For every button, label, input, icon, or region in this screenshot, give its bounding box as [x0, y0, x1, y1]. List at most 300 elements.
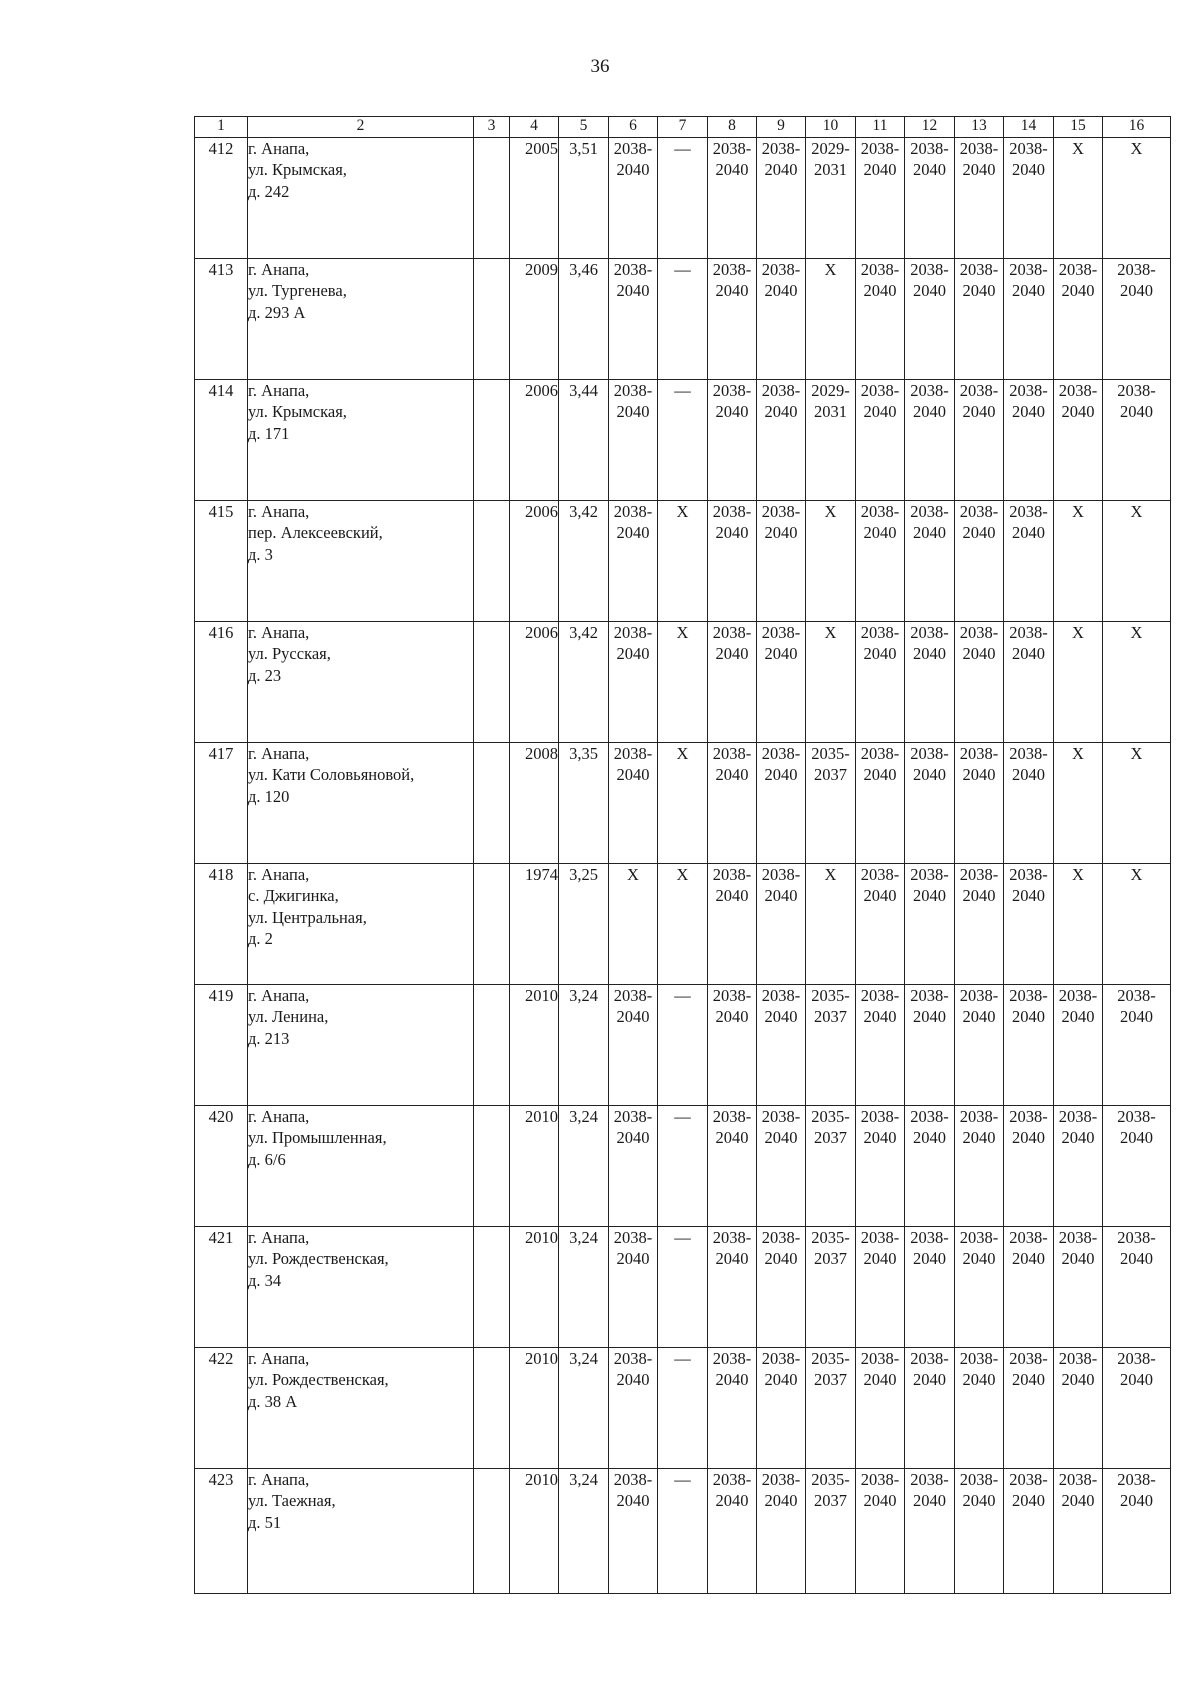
period-cell: [658, 1106, 708, 1227]
table-row: [195, 1106, 1171, 1227]
period-cell: [609, 1227, 658, 1348]
period-cell-text: 2035- 2037: [811, 1349, 850, 1390]
period-cell-text: 2038- 2040: [959, 502, 999, 543]
period-cell: [806, 985, 856, 1106]
row-number: [195, 1227, 248, 1348]
period-cell-text: 2038- 2040: [613, 623, 653, 664]
period-cell: [1004, 864, 1054, 985]
row-number: [195, 259, 248, 380]
period-cell-text: 2038- 2040: [761, 1349, 801, 1390]
period-cell: [1004, 380, 1054, 501]
empty-cell: [474, 1106, 510, 1227]
period-cell-text: —: [674, 260, 691, 279]
period-cell-text: 2038- 2040: [910, 260, 949, 301]
period-cell: [1103, 864, 1171, 985]
year-cell: [510, 1106, 559, 1227]
period-cell: [658, 985, 708, 1106]
year-cell-text: 2010: [525, 986, 558, 1005]
period-cell-text: Х: [1072, 139, 1084, 158]
period-cell-text: Х: [1130, 502, 1143, 521]
column-header: 7: [658, 117, 708, 138]
period-cell-text: 2038- 2040: [761, 381, 801, 422]
period-cell-text: 2038- 2040: [761, 1228, 801, 1269]
period-cell: [708, 380, 757, 501]
period-cell-text: 2038- 2040: [959, 139, 999, 180]
period-cell-text: 2038- 2040: [712, 986, 752, 1027]
period-cell-text: Х: [1130, 623, 1143, 642]
column-header: 8: [708, 117, 757, 138]
address-cell: [248, 1348, 474, 1469]
address-cell-text: г. Анапа, ул. Тургенева, д. 293 А: [248, 260, 347, 322]
value-cell: [559, 501, 609, 622]
period-cell-text: 2038- 2040: [712, 1349, 752, 1390]
period-cell-text: 2038- 2040: [761, 260, 801, 301]
row-number: [195, 380, 248, 501]
period-cell-text: 2038- 2040: [910, 502, 949, 543]
period-cell: [1103, 985, 1171, 1106]
period-cell: [658, 1227, 708, 1348]
period-cell-text: 2038- 2040: [761, 986, 801, 1027]
period-cell: [1004, 743, 1054, 864]
period-cell-text: 2038- 2040: [761, 139, 801, 180]
period-cell-text: 2038- 2040: [910, 865, 949, 906]
table-row: [195, 380, 1171, 501]
year-cell: [510, 501, 559, 622]
column-header: 12: [905, 117, 955, 138]
period-cell-text: 2038- 2040: [1058, 260, 1098, 301]
row-number: [195, 138, 248, 259]
row-number: [195, 1348, 248, 1469]
value-cell-text: 3,24: [569, 1349, 598, 1368]
period-cell-text: 2038- 2040: [761, 623, 801, 664]
period-cell-text: 2038- 2040: [761, 1107, 801, 1148]
period-cell-text: 2038- 2040: [1009, 381, 1048, 422]
period-cell: [757, 501, 806, 622]
period-cell-text: —: [674, 1228, 691, 1247]
address-cell: [248, 1106, 474, 1227]
period-cell-text: Х: [676, 623, 689, 642]
year-cell: [510, 743, 559, 864]
period-cell: [1004, 138, 1054, 259]
period-cell: [1103, 1348, 1171, 1469]
year-cell-text: 2010: [525, 1349, 558, 1368]
value-cell: [559, 259, 609, 380]
period-cell: [806, 380, 856, 501]
period-cell-text: Х: [1072, 623, 1084, 642]
period-cell-text: 2038- 2040: [712, 381, 752, 422]
period-cell: [955, 1348, 1004, 1469]
period-cell: [955, 1106, 1004, 1227]
period-cell: [955, 1469, 1004, 1594]
period-cell: [955, 259, 1004, 380]
period-cell: [1004, 1469, 1054, 1594]
year-cell: [510, 380, 559, 501]
period-cell-text: 2038- 2040: [860, 502, 900, 543]
period-cell: [1004, 1106, 1054, 1227]
period-cell-text: 2038- 2040: [1117, 1470, 1156, 1511]
period-cell: [609, 1348, 658, 1469]
period-cell-text: 2035- 2037: [811, 744, 850, 785]
period-cell-text: 2038- 2040: [1117, 260, 1156, 301]
period-cell: [856, 138, 905, 259]
period-cell: [1103, 259, 1171, 380]
period-cell-text: 2038- 2040: [1058, 381, 1098, 422]
period-cell: [708, 864, 757, 985]
period-cell: [806, 138, 856, 259]
empty-cell: [474, 501, 510, 622]
period-cell-text: 2038- 2040: [1009, 1349, 1048, 1390]
period-cell-text: 2038- 2040: [1009, 623, 1048, 664]
table-row: [195, 1469, 1171, 1594]
period-cell-text: 2038- 2040: [910, 1470, 949, 1511]
period-cell-text: —: [674, 1470, 691, 1489]
period-cell-text: 2038- 2040: [712, 865, 752, 906]
period-cell: [856, 1106, 905, 1227]
period-cell-text: 2038- 2040: [712, 623, 752, 664]
table-row: [195, 501, 1171, 622]
value-cell: [559, 622, 609, 743]
period-cell: [1103, 1106, 1171, 1227]
period-cell-text: 2038- 2040: [1058, 986, 1098, 1027]
period-cell: [757, 1106, 806, 1227]
period-cell: [1004, 622, 1054, 743]
period-cell-text: 2038- 2040: [1009, 865, 1048, 906]
period-cell-text: 2038- 2040: [761, 744, 801, 785]
period-cell: [1004, 259, 1054, 380]
period-cell: [757, 864, 806, 985]
period-cell-text: 2038- 2040: [1058, 1349, 1098, 1390]
period-cell: [856, 259, 905, 380]
period-cell: [1103, 380, 1171, 501]
period-cell: [905, 1106, 955, 1227]
year-cell-text: 2006: [525, 381, 558, 400]
year-cell: [510, 985, 559, 1106]
period-cell: [955, 743, 1004, 864]
address-cell-text: г. Анапа, пер. Алексеевский, д. 3: [248, 502, 383, 564]
period-cell-text: 2038- 2040: [1058, 1107, 1098, 1148]
address-cell-text: г. Анапа, ул. Рождественская, д. 38 А: [248, 1349, 389, 1411]
period-cell: [658, 622, 708, 743]
header-row: [195, 117, 1171, 138]
column-header: 16: [1103, 117, 1171, 138]
period-cell: [1004, 1348, 1054, 1469]
period-cell: [905, 380, 955, 501]
period-cell-text: 2038- 2040: [613, 260, 653, 301]
period-cell: [905, 864, 955, 985]
address-cell: [248, 985, 474, 1106]
period-cell-text: 2035- 2037: [811, 1107, 850, 1148]
period-cell: [1103, 622, 1171, 743]
period-cell-text: 2038- 2040: [860, 381, 900, 422]
period-cell: [708, 1469, 757, 1594]
period-cell-text: Х: [824, 865, 837, 884]
value-cell: [559, 1469, 609, 1594]
period-cell-text: 2038- 2040: [1009, 744, 1048, 785]
period-cell-text: —: [674, 139, 691, 158]
period-cell: [1004, 501, 1054, 622]
period-cell: [609, 622, 658, 743]
row-number-text: 416: [208, 623, 234, 642]
period-cell-text: 2038- 2040: [959, 1107, 999, 1148]
empty-cell: [474, 864, 510, 985]
year-cell-text: 2010: [525, 1228, 558, 1247]
table-row: [195, 985, 1171, 1106]
column-header: 3: [474, 117, 510, 138]
period-cell-text: 2029- 2031: [811, 381, 850, 422]
period-cell: [806, 864, 856, 985]
period-cell-text: 2038- 2040: [959, 986, 999, 1027]
period-cell: [658, 501, 708, 622]
period-cell-text: 2038- 2040: [959, 260, 999, 301]
period-cell: [1103, 1469, 1171, 1594]
period-cell: [1054, 259, 1103, 380]
period-cell: [955, 622, 1004, 743]
period-cell: [905, 743, 955, 864]
period-cell-text: 2038- 2040: [712, 744, 752, 785]
value-cell-text: 3,24: [569, 1228, 598, 1247]
period-cell: [757, 1348, 806, 1469]
period-cell: [955, 864, 1004, 985]
row-number: [195, 1469, 248, 1594]
year-cell-text: 2005: [525, 139, 558, 158]
period-cell-text: 2038- 2040: [613, 744, 653, 785]
period-cell: [1054, 1348, 1103, 1469]
value-cell: [559, 1227, 609, 1348]
period-cell-text: 2038- 2040: [1009, 1228, 1048, 1269]
value-cell-text: 3,42: [569, 623, 598, 642]
period-cell: [609, 985, 658, 1106]
period-cell-text: 2038- 2040: [910, 744, 949, 785]
period-cell: [757, 380, 806, 501]
address-cell-text: г. Анапа, ул. Кати Соловьяновой, д. 120: [248, 744, 415, 806]
value-cell: [559, 864, 609, 985]
address-cell-text: г. Анапа, ул. Таежная, д. 51: [248, 1470, 336, 1532]
period-cell: [757, 138, 806, 259]
period-cell: [1004, 985, 1054, 1106]
period-cell: [609, 864, 658, 985]
period-cell: [658, 864, 708, 985]
period-cell-text: 2038- 2040: [613, 986, 653, 1027]
address-cell: [248, 864, 474, 985]
column-header: 6: [609, 117, 658, 138]
period-cell-text: 2038- 2040: [1009, 986, 1048, 1027]
period-cell-text: 2038- 2040: [613, 502, 653, 543]
period-cell-text: 2038- 2040: [613, 1228, 653, 1269]
period-cell: [856, 622, 905, 743]
period-cell-text: 2038- 2040: [860, 865, 900, 906]
table-body: [195, 138, 1171, 1594]
value-cell-text: 3,24: [569, 1107, 598, 1126]
period-cell-text: Х: [676, 865, 689, 884]
period-cell: [905, 501, 955, 622]
period-cell: [1054, 864, 1103, 985]
value-cell-text: 3,42: [569, 502, 598, 521]
period-cell-text: 2038- 2040: [1117, 381, 1156, 422]
period-cell-text: 2038- 2040: [959, 865, 999, 906]
row-number-text: 423: [208, 1470, 234, 1489]
row-number: [195, 864, 248, 985]
period-cell-text: Х: [824, 260, 837, 279]
period-cell: [1054, 501, 1103, 622]
period-cell: [905, 622, 955, 743]
table-row: [195, 864, 1171, 985]
period-cell-text: 2038- 2040: [910, 381, 949, 422]
period-cell: [609, 1469, 658, 1594]
period-cell-text: 2038- 2040: [910, 986, 949, 1027]
period-cell: [1004, 1227, 1054, 1348]
year-cell: [510, 1469, 559, 1594]
period-cell-text: 2038- 2040: [761, 502, 801, 543]
empty-cell: [474, 138, 510, 259]
address-cell-text: г. Анапа, ул. Ленина, д. 213: [248, 986, 329, 1048]
address-cell-text: г. Анапа, ул. Русская, д. 23: [248, 623, 331, 685]
empty-cell: [474, 743, 510, 864]
period-cell-text: 2038- 2040: [959, 381, 999, 422]
period-cell-text: Х: [1130, 744, 1143, 763]
period-cell: [757, 1469, 806, 1594]
period-cell-text: Х: [824, 502, 837, 521]
value-cell-text: 3,51: [569, 139, 598, 158]
period-cell-text: Х: [1072, 744, 1084, 763]
year-cell: [510, 138, 559, 259]
period-cell: [708, 259, 757, 380]
period-cell-text: 2038- 2040: [860, 1349, 900, 1390]
period-cell-text: 2038- 2040: [712, 260, 752, 301]
period-cell: [955, 985, 1004, 1106]
address-cell: [248, 622, 474, 743]
period-cell: [905, 138, 955, 259]
table-row: [195, 1348, 1171, 1469]
period-cell-text: 2038- 2040: [1009, 502, 1048, 543]
row-number: [195, 1106, 248, 1227]
period-cell: [1054, 622, 1103, 743]
empty-cell: [474, 985, 510, 1106]
period-cell: [658, 1348, 708, 1469]
period-cell: [856, 1348, 905, 1469]
period-cell-text: 2038- 2040: [860, 1107, 900, 1148]
address-cell-text: г. Анапа, ул. Крымская, д. 242: [248, 139, 347, 201]
period-cell: [1054, 380, 1103, 501]
period-cell: [806, 1227, 856, 1348]
value-cell-text: 3,24: [569, 1470, 598, 1489]
year-cell-text: 2006: [525, 623, 558, 642]
empty-cell: [474, 622, 510, 743]
address-cell: [248, 743, 474, 864]
empty-cell: [474, 1227, 510, 1348]
row-number-text: 420: [208, 1107, 234, 1126]
value-cell: [559, 1348, 609, 1469]
period-cell: [757, 743, 806, 864]
period-cell: [658, 380, 708, 501]
period-cell-text: 2038- 2040: [712, 1107, 752, 1148]
value-cell: [559, 743, 609, 864]
period-cell-text: Х: [676, 744, 689, 763]
period-cell: [1054, 985, 1103, 1106]
period-cell-text: 2038- 2040: [761, 1470, 801, 1511]
period-cell: [757, 1227, 806, 1348]
year-cell-text: 2009: [525, 260, 558, 279]
period-cell-text: 2038- 2040: [959, 1470, 999, 1511]
period-cell-text: 2038- 2040: [860, 744, 900, 785]
period-cell-text: 2038- 2040: [1009, 139, 1048, 180]
period-cell-text: Х: [1130, 865, 1143, 884]
column-header: 9: [757, 117, 806, 138]
period-cell-text: Х: [1072, 502, 1084, 521]
value-cell: [559, 138, 609, 259]
address-cell: [248, 138, 474, 259]
period-cell: [1054, 138, 1103, 259]
period-cell: [658, 743, 708, 864]
period-cell: [658, 1469, 708, 1594]
period-cell: [1054, 1469, 1103, 1594]
value-cell: [559, 985, 609, 1106]
period-cell: [806, 622, 856, 743]
address-cell-text: г. Анапа, с. Джигинка, ул. Центральная, д. 2: [248, 865, 367, 949]
address-cell: [248, 259, 474, 380]
period-cell-text: 2038- 2040: [712, 1470, 752, 1511]
period-cell: [905, 259, 955, 380]
period-cell-text: Х: [824, 623, 837, 642]
year-cell: [510, 622, 559, 743]
period-cell: [1103, 138, 1171, 259]
value-cell-text: 3,24: [569, 986, 598, 1005]
period-cell: [1054, 1227, 1103, 1348]
year-cell-text: 2008: [525, 744, 558, 763]
period-cell-text: 2038- 2040: [761, 865, 801, 906]
address-cell: [248, 1227, 474, 1348]
period-cell: [1103, 743, 1171, 864]
period-cell: [1054, 1106, 1103, 1227]
period-cell-text: 2038- 2040: [910, 1349, 949, 1390]
year-cell: [510, 1348, 559, 1469]
period-cell: [708, 138, 757, 259]
period-cell-text: 2038- 2040: [613, 381, 653, 422]
period-cell: [806, 501, 856, 622]
period-cell: [856, 501, 905, 622]
period-cell: [708, 1106, 757, 1227]
column-header: 4: [510, 117, 559, 138]
period-cell-text: 2035- 2037: [811, 986, 850, 1027]
period-cell-text: 2035- 2037: [811, 1228, 850, 1269]
period-cell-text: 2038- 2040: [1009, 1470, 1048, 1511]
row-number-text: 418: [208, 865, 234, 884]
column-header: 5: [559, 117, 609, 138]
period-cell-text: 2038- 2040: [1009, 260, 1048, 301]
period-cell-text: Х: [1072, 865, 1084, 884]
period-cell-text: 2038- 2040: [959, 1349, 999, 1390]
period-cell-text: 2038- 2040: [613, 1349, 653, 1390]
address-cell-text: г. Анапа, ул. Крымская, д. 171: [248, 381, 347, 443]
empty-cell: [474, 259, 510, 380]
table-row: [195, 743, 1171, 864]
period-cell: [708, 501, 757, 622]
period-cell: [1103, 1227, 1171, 1348]
period-cell-text: 2038- 2040: [910, 1228, 949, 1269]
period-cell: [856, 743, 905, 864]
year-cell-text: 2010: [525, 1107, 558, 1126]
period-cell: [609, 1106, 658, 1227]
period-cell: [609, 743, 658, 864]
value-cell: [559, 1106, 609, 1227]
period-cell: [806, 743, 856, 864]
period-cell: [658, 259, 708, 380]
period-cell: [955, 138, 1004, 259]
year-cell-text: 2010: [525, 1470, 558, 1489]
period-cell-text: 2038- 2040: [1058, 1228, 1098, 1269]
period-cell: [1054, 743, 1103, 864]
value-cell-text: 3,44: [569, 381, 598, 400]
period-cell-text: 2038- 2040: [712, 139, 752, 180]
